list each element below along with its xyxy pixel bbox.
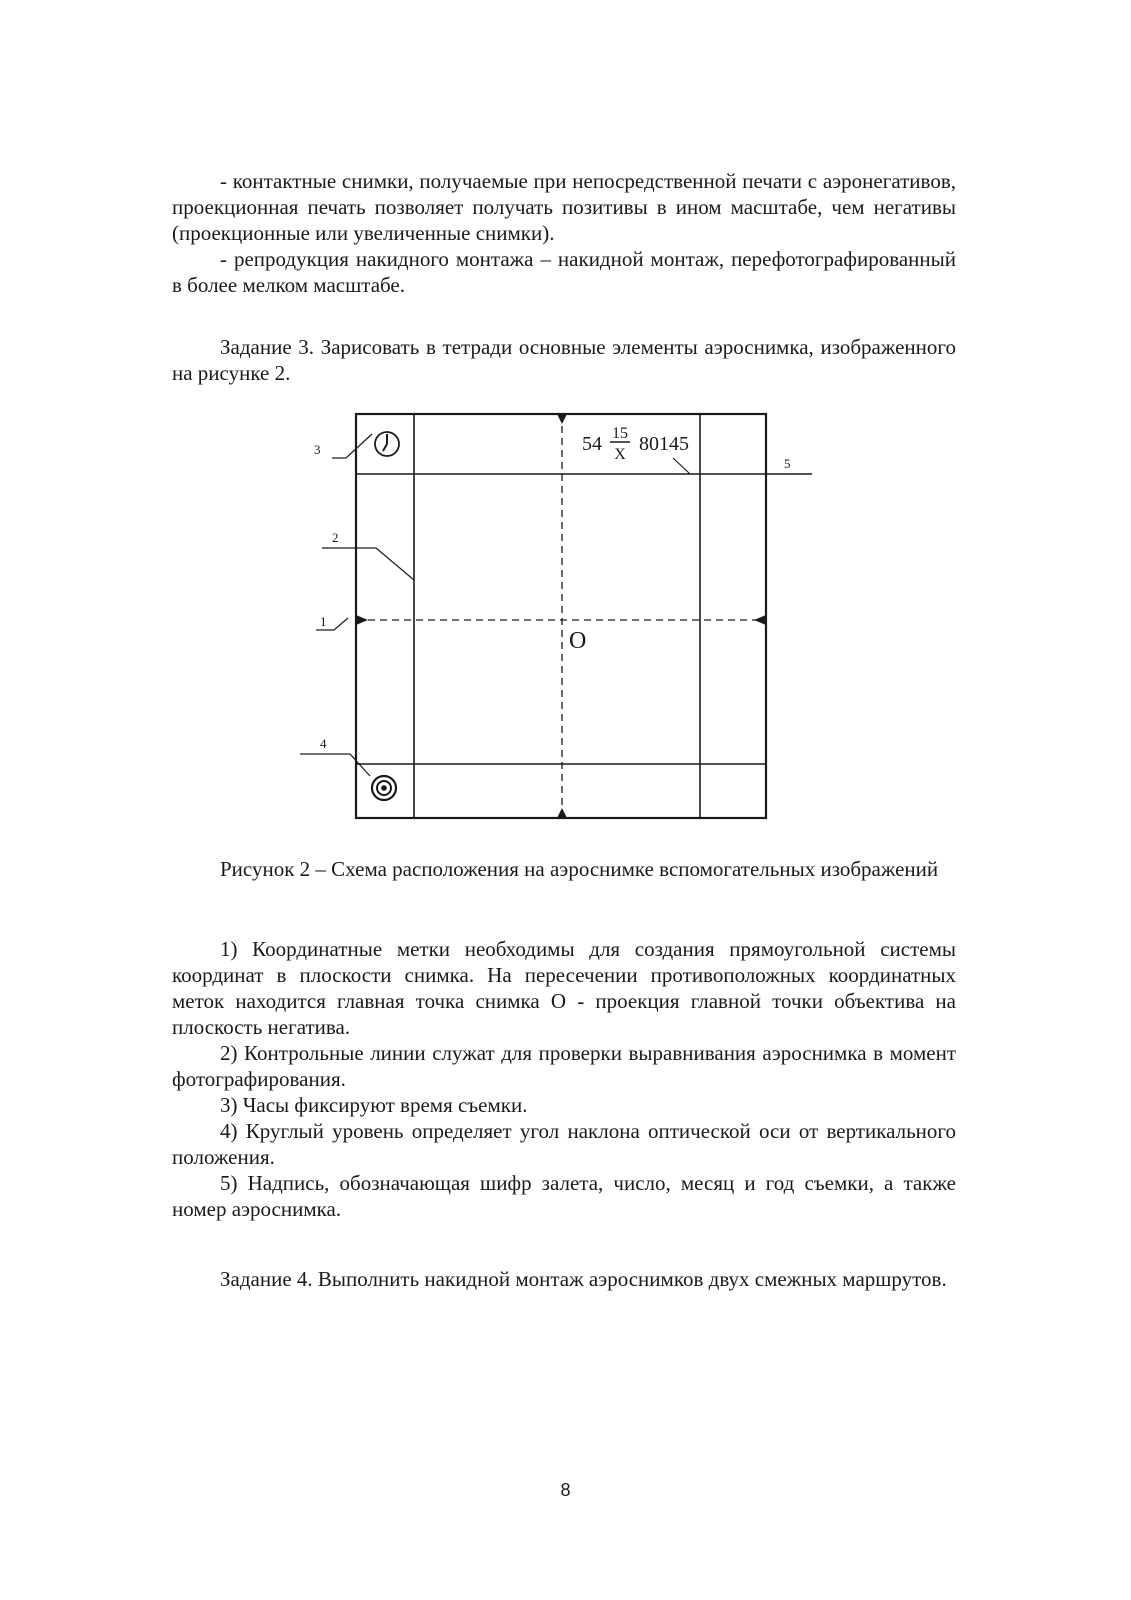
caption-text: Рисунок 2 – Схема расположения на аэроснимке вспомогательных изображений bbox=[220, 857, 939, 881]
callout-3: 3 bbox=[314, 442, 321, 457]
list-item: 5) Надпись, обозначающая шифр залета, число, месяц и год съемки, а также номер аэроснимка. bbox=[172, 1171, 956, 1221]
inscription-prefix: 54 bbox=[582, 433, 602, 455]
task-3-section bbox=[172, 334, 956, 386]
principal-point-label: O bbox=[569, 628, 587, 654]
leader-3 bbox=[332, 434, 372, 458]
inscription-suffix: 80145 bbox=[639, 433, 689, 455]
intro-item-contact: - контактные снимки, получаемые при непосредственной печати с аэронегативов, проекционная печать позволяет получать позитивы в ином масштабе, чем негативы (проекционные или увеличенные снимки). bbox=[172, 169, 956, 245]
inscription-denominator: X bbox=[614, 446, 626, 463]
callout-4: 4 bbox=[320, 736, 327, 751]
aerial-photo-diagram bbox=[290, 410, 850, 840]
figure-caption bbox=[172, 856, 956, 882]
items-list bbox=[172, 936, 956, 1222]
list-item: 4) Круглый уровень определяет угол наклона оптической оси от вертикального положения. bbox=[172, 1119, 956, 1169]
fiducial-mark-left bbox=[356, 615, 368, 625]
photo-inscription bbox=[582, 425, 689, 463]
callout-5: 5 bbox=[784, 456, 791, 471]
page-number: 8 bbox=[560, 1480, 571, 1500]
fiducial-mark-bottom bbox=[557, 808, 567, 818]
circular-level-icon bbox=[372, 776, 396, 800]
aerial-photo-figure bbox=[290, 410, 850, 840]
inscription-numerator: 15 bbox=[612, 425, 628, 442]
callout-numbers bbox=[314, 442, 791, 751]
leader-2 bbox=[322, 548, 414, 580]
leader-4 bbox=[300, 754, 370, 776]
list-item: 1) Координатные метки необходимы для создания прямоугольной системы координат в плоскости снимка. На пересечении противоположных координатных меток находится главная точка снимка О - проекция главной точки объектива на плоскость негатива. bbox=[172, 937, 956, 1039]
callout-1: 1 bbox=[320, 614, 327, 629]
leader-5 bbox=[673, 458, 690, 474]
fiducial-mark-top bbox=[557, 414, 567, 424]
task-3-text: Задание 3. Зарисовать в тетради основные элементы аэроснимка, изображенного на рисунке 2. bbox=[172, 335, 956, 385]
clock-icon bbox=[375, 432, 399, 456]
callout-2: 2 bbox=[332, 530, 339, 545]
list-item: 3) Часы фиксируют время съемки. bbox=[220, 1093, 528, 1117]
task-4-section bbox=[172, 1266, 956, 1292]
intro-item-reproduction: - репродукция накидного монтажа – накидной монтаж, перефотографированный в более мелком масштабе. bbox=[172, 247, 956, 297]
task-4-text: Задание 4. Выполнить накидной монтаж аэроснимков двух смежных маршрутов. bbox=[220, 1267, 947, 1291]
intro-section bbox=[172, 168, 956, 298]
list-item: 2) Контрольные линии служат для проверки выравнивания аэроснимка в момент фотографирования. bbox=[172, 1041, 956, 1091]
leader-lines bbox=[300, 434, 690, 776]
fiducial-mark-right bbox=[754, 615, 766, 625]
